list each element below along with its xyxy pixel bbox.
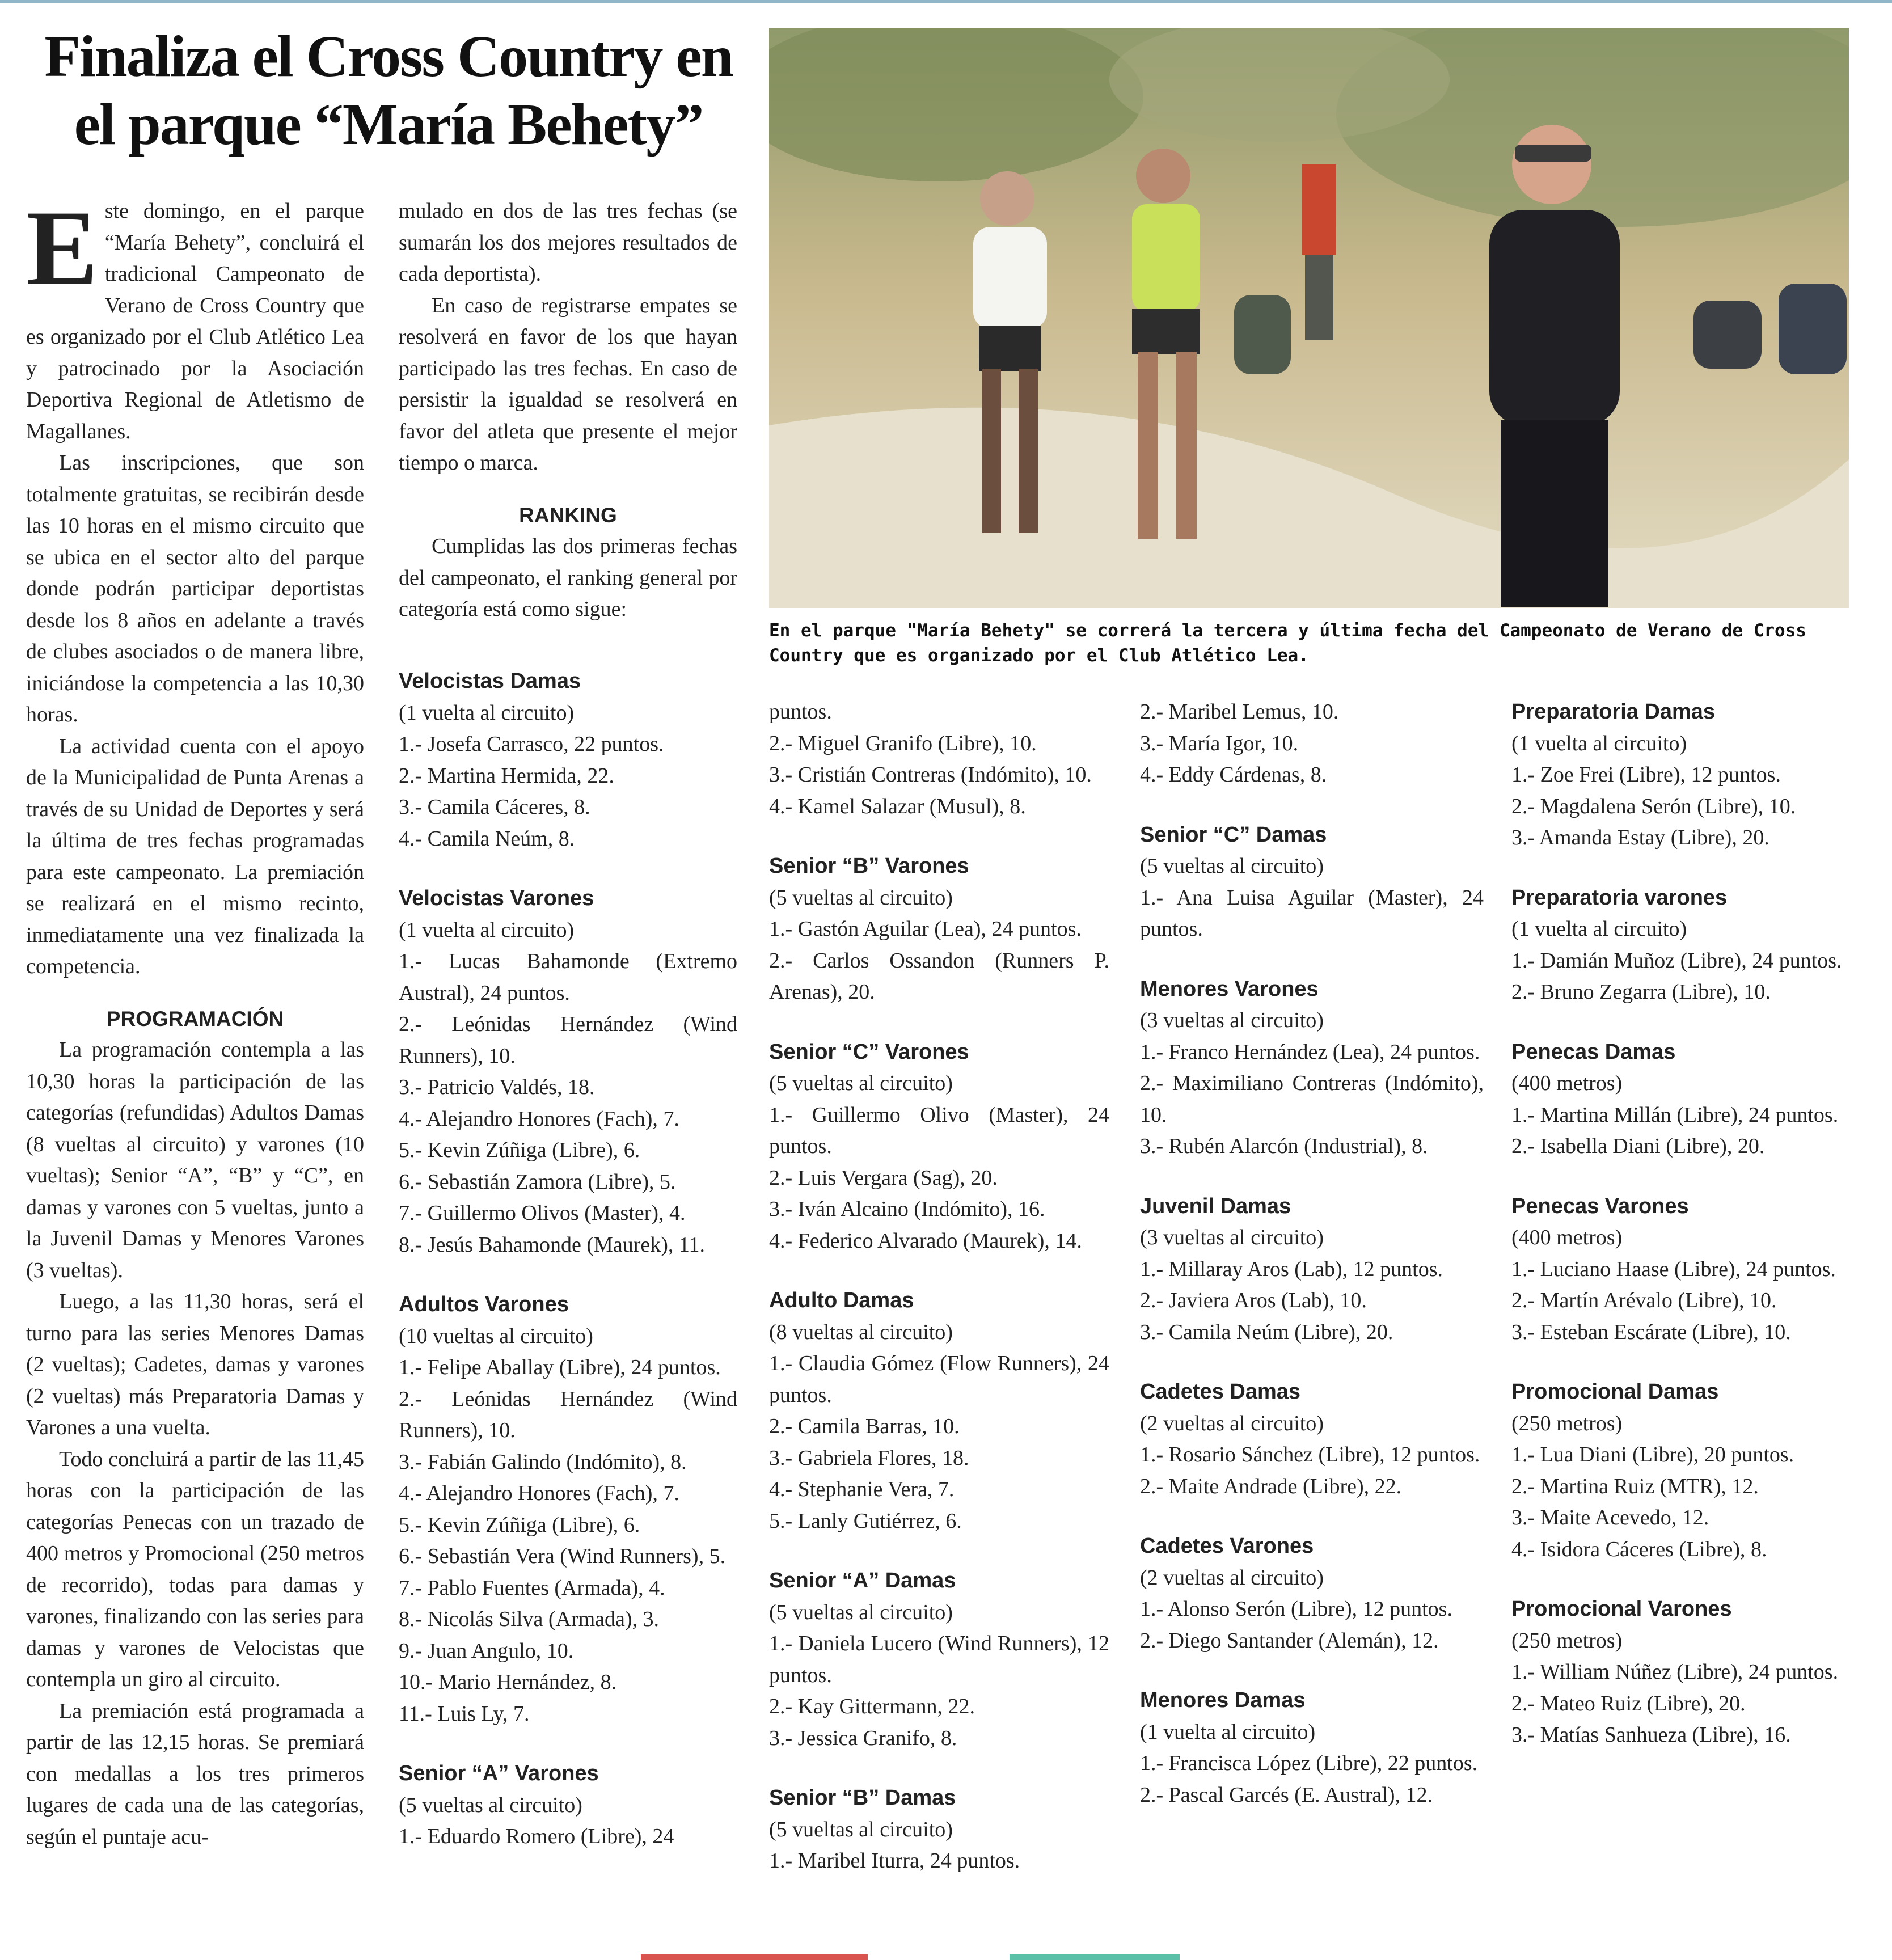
ranking-entry: 1.- Guillermo Olivo (Master), 24 puntos. [769, 1102, 1109, 1158]
body-paragraph: La actividad cuenta con el apoyo de la Municipalidad de Punta Arenas a través de su Unidad de Deportes y será la última de tres fechas programadas para este campeonato. La premiación se realizará en el mismo recinto, inmediatamente una vez finalizada la competencia. [26, 734, 364, 978]
ranking-entry: 1.- Ana Luisa Aguilar (Master), 24 puntos. [1140, 885, 1484, 941]
ranking-entry: 7.- Pablo Fuentes (Armada), 4. [399, 1575, 665, 1600]
ranking-entry: 2.- Isabella Diani (Libre), 20. [1511, 1134, 1765, 1158]
ranking-entry: 2.- Magdalena Serón (Libre), 10. [1511, 794, 1796, 818]
ranking-entry: 1.- Felipe Aballay (Libre), 24 puntos. [399, 1355, 721, 1379]
ranking-entry: 7.- Guillermo Olivos (Master), 4. [399, 1201, 686, 1225]
ranking-entry: 2.- Mateo Ruiz (Libre), 20. [1511, 1691, 1746, 1716]
ranking-category-title: Senior “B” Damas [769, 1786, 956, 1810]
ranking-category-title: Cadetes Damas [1140, 1380, 1301, 1404]
ranking-entry: (1 vuelta al circuito) [1511, 917, 1687, 941]
ranking-entry: 2.- Diego Santander (Alemán), 12. [1140, 1628, 1439, 1653]
ranking-entry: 2.- Maite Andrade (Libre), 22. [1140, 1474, 1402, 1498]
ranking-entry: 2.- Bruno Zegarra (Libre), 10. [1511, 980, 1771, 1004]
ranking-entry: 5.- Kevin Zúñiga (Libre), 6. [399, 1513, 640, 1537]
headline: Finaliza el Cross Country en el parque “María Behety” [44, 24, 733, 157]
ranking-entry: 3.- Rubén Alarcón (Industrial), 8. [1140, 1134, 1428, 1158]
lead-paragraph [26, 189, 364, 447]
ranking-entry: 3.- Camila Cáceres, 8. [399, 795, 590, 819]
article-column-2 [399, 196, 737, 626]
ranking-entry: 4.- Kamel Salazar (Musul), 8. [769, 794, 1026, 818]
ranking-entry: 3.- Amanda Estay (Libre), 20. [1511, 826, 1769, 850]
ranking-entry: (8 vueltas al circuito) [769, 1320, 953, 1344]
ranking-entry: 3.- Esteban Escárate (Libre), 10. [1511, 1320, 1791, 1344]
ranking-entry: 2.- Leónidas Hernández (Wind Runners), 10. [399, 1012, 737, 1068]
ranking-entry: 6.- Sebastián Vera (Wind Runners), 5. [399, 1544, 726, 1568]
ranking-category-title: Adulto Damas [769, 1289, 914, 1312]
body-paragraph: Todo concluirá a partir de las 11,45 horas con la participación de las categorías Penecas con un trazado de 400 metros y Promocional (250 metros de recorrido), todas para damas y varones, finalizando con las series para damas y varones de Velocistas que contempla un giro al circuito. [26, 1447, 364, 1691]
ranking-entry: 5.- Kevin Zúñiga (Libre), 6. [399, 1138, 640, 1162]
ranking-entry: 1.- Zoe Frei (Libre), 12 puntos. [1511, 763, 1781, 787]
ranking-category-title: Cadetes Varones [1140, 1534, 1314, 1558]
bottom-tab-red [641, 1954, 868, 1960]
ranking-category-title: Senior “A” Damas [769, 1569, 956, 1592]
ranking-entry: 4.- Isidora Cáceres (Libre), 8. [1511, 1537, 1767, 1561]
ranking-entry: 1.- Lucas Bahamonde (Extremo Austral), 24 puntos. [399, 949, 737, 1005]
ranking-entry: (1 vuelta al circuito) [1511, 731, 1687, 755]
ranking-entry: 8.- Nicolás Silva (Armada), 3. [399, 1607, 660, 1631]
article-column-1 [26, 189, 364, 1853]
ranking-column-5 [1511, 696, 1852, 1751]
ranking-entry: 1.- Josefa Carrasco, 22 puntos. [399, 732, 664, 756]
ranking-entry: 3.- Maite Acevedo, 12. [1511, 1506, 1709, 1530]
runners-photo [769, 28, 1849, 608]
ranking-category-title: Promocional Damas [1511, 1380, 1719, 1404]
ranking-entry: 1.- Martina Millán (Libre), 24 puntos. [1511, 1102, 1839, 1127]
ranking-entry: (5 vueltas al circuito) [399, 1793, 582, 1817]
body-paragraph: En caso de registrarse empates se resolverá en favor de los que hayan participado las tres fechas. En caso de persistir la igualdad se resolverá en favor del atleta que presente el mejor tiempo o marca. [399, 293, 737, 475]
body-paragraph: La programación contempla a las 10,30 horas la participación de las categorías (refundidas) Adultos Damas (8 vueltas al circuito) y varones (10 vueltas); Senior “A”, “B” y “C”, en damas y varones con 5 vueltas, junto a la Juvenil Damas y Menores Varones (3 vueltas). [26, 1038, 364, 1282]
ranking-entry: (5 vueltas al circuito) [769, 1817, 953, 1841]
ranking-entry: 2.- Javiera Aros (Lab), 10. [1140, 1289, 1367, 1312]
ranking-column-2 [399, 666, 737, 1853]
ranking-entry: (5 vueltas al circuito) [769, 1071, 953, 1095]
body-paragraph: Luego, a las 11,30 horas, será el turno para las series Menores Damas (2 vueltas); Cadetes, damas y varones (2 vueltas) más Preparatoria Damas y Varones a una vuelta. [26, 1290, 364, 1439]
ranking-entry: 4.- Alejandro Honores (Fach), 7. [399, 1106, 679, 1131]
ranking-entry: 2.- Miguel Granifo (Libre), 10. [769, 731, 1037, 755]
ranking-entry: 3.- Jessica Granifo, 8. [769, 1726, 957, 1750]
ranking-category-title: Senior “B” Varones [769, 854, 969, 878]
ranking-entry: 3.- Matías Sanhueza (Libre), 16. [1511, 1723, 1791, 1747]
ranking-entry: 3.- Camila Neúm (Libre), 20. [1140, 1320, 1393, 1344]
ranking-entry: 10.- Mario Hernández, 8. [399, 1670, 617, 1694]
ranking-category-title: Penecas Varones [1511, 1194, 1689, 1218]
ranking-entry: (5 vueltas al circuito) [769, 885, 953, 910]
ranking-entry: (1 vuelta al circuito) [399, 918, 575, 942]
ranking-category-title: Velocistas Varones [399, 886, 594, 910]
ranking-entry: (400 metros) [1511, 1071, 1623, 1095]
ranking-entry: (10 vueltas al circuito) [399, 1324, 593, 1348]
ranking-entry: 1.- Luciano Haase (Libre), 24 puntos. [1511, 1257, 1836, 1281]
ranking-entry: 4.- Alejandro Honores (Fach), 7. [399, 1481, 679, 1505]
lead-text: ste domingo, en el parque “María Behety”, concluirá el tradicional Campeonato de Verano de Cross Country que es organizado por el Club Atlético Lea y patrocinado por la Asociación Deportiva Regional de Atletismo de Magallanes. [26, 199, 364, 443]
bottom-tab-teal [1010, 1954, 1180, 1960]
ranking-category-title: Penecas Damas [1511, 1040, 1676, 1064]
ranking-entry: 8.- Jesús Bahamonde (Maurek), 11. [399, 1232, 705, 1257]
ranking-entry: 2.- Pascal Garcés (E. Austral), 12. [1140, 1782, 1433, 1807]
subhead-programacion: PROGRAMACIÓN [106, 1007, 284, 1030]
ranking-column-4 [1140, 696, 1484, 1811]
ranking-entry: 3.- Iván Alcaino (Indómito), 16. [769, 1197, 1045, 1221]
ranking-entry: (250 metros) [1511, 1628, 1623, 1653]
ranking-entry: 2.- Leónidas Hernández (Wind Runners), 10. [399, 1387, 737, 1442]
ranking-entry: 2.- Carlos Ossandon (Runners P. Arenas), 20. [769, 948, 1109, 1004]
ranking-entry: 4.- Eddy Cárdenas, 8. [1140, 763, 1327, 787]
ranking-category-title: Senior “C” Varones [769, 1040, 969, 1064]
ranking-category-title: Velocistas Damas [399, 669, 581, 693]
ranking-entry: 2.- Martín Arévalo (Libre), 10. [1511, 1289, 1777, 1312]
ranking-entry: 1.- Millaray Aros (Lab), 12 puntos. [1140, 1257, 1443, 1281]
ranking-category-title: Adultos Varones [399, 1292, 569, 1316]
ranking-entry: 3.- Gabriela Flores, 18. [769, 1446, 969, 1470]
ranking-entry: 1.- Rosario Sánchez (Libre), 12 puntos. [1140, 1443, 1480, 1467]
ranking-entry: 3.- María Igor, 10. [1140, 731, 1299, 755]
ranking-entry: 1.- Claudia Gómez (Flow Runners), 24 puntos. [769, 1351, 1109, 1407]
ranking-entry: (3 vueltas al circuito) [1140, 1008, 1324, 1032]
ranking-entry: (3 vueltas al circuito) [1140, 1226, 1324, 1249]
ranking-entry: 4.- Stephanie Vera, 7. [769, 1477, 955, 1501]
ranking-entry: (1 vuelta al circuito) [1140, 1720, 1316, 1744]
ranking-category-title: Menores Varones [1140, 977, 1319, 1001]
ranking-entry: 5.- Lanly Gutiérrez, 6. [769, 1509, 962, 1533]
ranking-entry: 11.- Luis Ly, 7. [399, 1701, 530, 1726]
body-paragraph: Las inscripciones, que son totalmente gratuitas, se recibirán desde las 10 horas en el mismo circuito que se ubica en el sector alto del parque donde podrán participar deportistas desde los 8 años en adelante a través de clubes asociados o de manera libre, iniciándose la competencia a las 10,30 horas. [26, 451, 364, 726]
ranking-entry: 3.- Fabián Galindo (Indómito), 8. [399, 1450, 687, 1474]
ranking-entry: 3.- Cristián Contreras (Indómito), 10. [769, 763, 1092, 787]
ranking-entry: 9.- Juan Angulo, 10. [399, 1638, 574, 1663]
ranking-entry: 6.- Sebastián Zamora (Libre), 5. [399, 1169, 676, 1194]
ranking-entry: 1.- William Núñez (Libre), 24 puntos. [1511, 1660, 1839, 1684]
ranking-entry: 1.- Gastón Aguilar (Lea), 24 puntos. [769, 917, 1082, 941]
ranking-column-3 [769, 696, 1109, 1877]
ranking-category-title: Senior “C” Damas [1140, 822, 1327, 847]
ranking-entry: 1.- Daniela Lucero (Wind Runners), 12 puntos. [769, 1632, 1109, 1687]
ranking-entry: 1.- Francisca López (Libre), 22 puntos. [1140, 1751, 1478, 1775]
ranking-entry: 2.- Martina Ruiz (MTR), 12. [1511, 1474, 1759, 1498]
ranking-category-title: Preparatoria varones [1511, 885, 1728, 910]
ranking-entry: 2.- Camila Barras, 10. [769, 1414, 960, 1438]
ranking-entry: (2 vueltas al circuito) [1140, 1565, 1324, 1590]
ranking-category-title: Senior “A” Varones [399, 1762, 599, 1785]
ranking-category-title: Juvenil Damas [1140, 1194, 1291, 1218]
ranking-entry: 2.- Kay Gittermann, 22. [769, 1695, 975, 1718]
photo-caption: En el parque "María Behety" se correrá la tercera y última fecha del Campeonato de Verano de Cross Country que es organizado por el Club Atlético Lea. [769, 620, 1807, 666]
ranking-entry: (5 vueltas al circuito) [1140, 854, 1324, 878]
ranking-entry: 1.- Damián Muñoz (Libre), 24 puntos. [1511, 948, 1842, 973]
drop-cap: E [26, 189, 98, 308]
ranking-entry: 2.- Martina Hermida, 22. [399, 763, 614, 788]
ranking-entry: 1.- Eduardo Romero (Libre), 24 [399, 1824, 674, 1848]
ranking-entry: puntos. [769, 700, 832, 724]
ranking-entry: (2 vueltas al circuito) [1140, 1411, 1324, 1435]
ranking-entry: 4.- Federico Alvarado (Maurek), 14. [769, 1228, 1082, 1253]
ranking-entry: 3.- Patricio Valdés, 18. [399, 1075, 595, 1099]
ranking-entry: 1.- Franco Hernández (Lea), 24 puntos. [1140, 1040, 1480, 1064]
ranking-entry: 2.- Luis Vergara (Sag), 20. [769, 1165, 998, 1190]
subhead-ranking: RANKING [519, 503, 617, 527]
ranking-category-title: Menores Damas [1140, 1688, 1306, 1712]
ranking-category-title: Promocional Varones [1511, 1597, 1732, 1621]
body-paragraph: La premiación está programada a partir de las 12,15 horas. Se premiará con medallas a los tres primeros lugares de cada una de las categorías, según el puntaje acu- [26, 1699, 364, 1849]
ranking-entry: (250 metros) [1511, 1411, 1623, 1435]
ranking-entry: 2.- Maximiliano Contreras (Indómito), 10. [1140, 1071, 1484, 1127]
ranking-entry: 1.- Maribel Iturra, 24 puntos. [769, 1849, 1020, 1873]
body-paragraph: Cumplidas las dos primeras fechas del campeonato, el ranking general por categoría está como sigue: [399, 534, 737, 621]
ranking-entry: 4.- Camila Neúm, 8. [399, 826, 575, 851]
body-paragraph: mulado en dos de las tres fechas (se sumarán los dos mejores resultados de cada deportista). [399, 199, 737, 286]
ranking-category-title: Preparatoria Damas [1511, 700, 1716, 724]
ranking-entry: 1.- Alonso Serón (Libre), 12 puntos. [1140, 1597, 1452, 1621]
ranking-entry: 1.- Lua Diani (Libre), 20 puntos. [1511, 1443, 1794, 1467]
top-rule [0, 0, 1892, 3]
ranking-entry: (1 vuelta al circuito) [399, 700, 575, 725]
ranking-entry: 2.- Maribel Lemus, 10. [1140, 700, 1339, 724]
ranking-entry: (400 metros) [1511, 1226, 1623, 1249]
ranking-entry: (5 vueltas al circuito) [769, 1600, 953, 1624]
